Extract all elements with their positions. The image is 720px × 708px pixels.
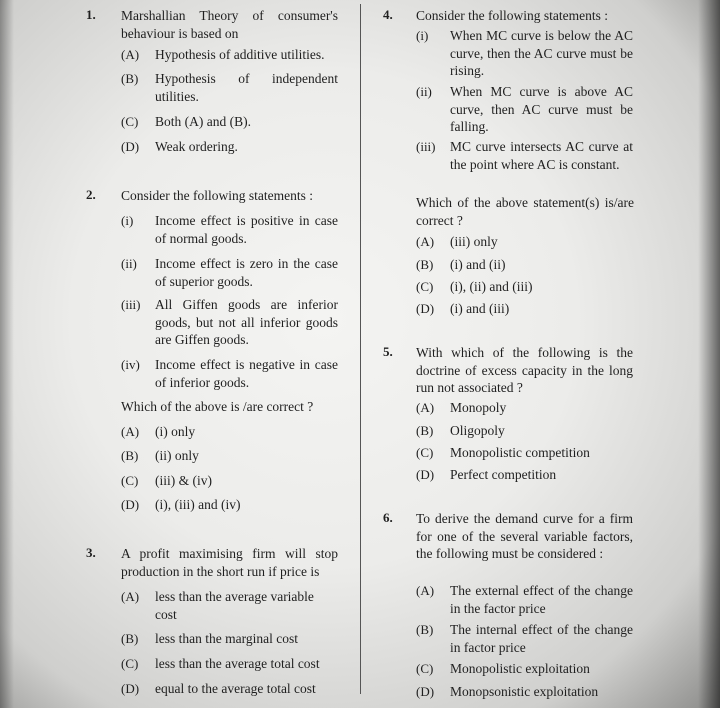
page-shadow-left — [0, 0, 14, 708]
statement-text: All Giffen goods are inferior goods, but not all inferior goods are Giffen goods. — [155, 297, 338, 347]
statement-text: Income effect is positive in case of normal goods. — [155, 213, 338, 246]
option-label: (B) — [416, 622, 434, 637]
option-label: (A) — [121, 589, 140, 604]
question-prompt: Which of the above is /are correct ? — [121, 399, 314, 414]
statement-label: (ii) — [416, 84, 432, 99]
question-stem: To derive the demand curve for a firm for one of the several variable factors, the following must be considered : — [416, 511, 633, 561]
option-label: (D) — [416, 467, 435, 482]
question-stem: Marshallian Theory of consumer's behaviour is based on — [121, 8, 338, 41]
statement-label: (iii) — [416, 139, 436, 154]
statement-text: Income effect is zero in the case of superior goods. — [155, 256, 338, 289]
statement-label: (i) — [416, 28, 429, 43]
option-text: The internal effect of the change in factor price — [450, 622, 633, 655]
question-number: 1. — [86, 7, 96, 22]
question-stem: A profit maximising firm will stop production in the short run if price is — [121, 546, 338, 579]
option-text: equal to the average total cost — [155, 681, 316, 696]
option-text: (ii) only — [155, 448, 199, 463]
option-label: (D) — [121, 681, 140, 696]
option-text: Both (A) and (B). — [155, 114, 251, 129]
option-text: less than the average variable cost — [155, 589, 314, 622]
question-stem: Consider the following statements : — [121, 188, 313, 203]
option-text: less than the average total cost — [155, 656, 320, 671]
statement-text: MC curve intersects AC curve at the point where AC is constant. — [450, 139, 633, 172]
statement-label: (iv) — [121, 357, 140, 372]
option-text: Oligopoly — [450, 423, 505, 438]
option-text: Monopolistic exploitation — [450, 661, 590, 676]
option-text: The external effect of the change in the factor price — [450, 583, 633, 616]
option-label: (A) — [121, 47, 140, 62]
option-text: (iii) only — [450, 234, 498, 249]
statement-label: (ii) — [121, 256, 137, 271]
question-number: 5. — [383, 344, 393, 359]
option-label: (B) — [121, 448, 139, 463]
question-number: 2. — [86, 187, 96, 202]
column-divider — [360, 4, 361, 694]
option-label: (A) — [121, 424, 140, 439]
option-label: (C) — [416, 661, 434, 676]
option-text: Monopolistic competition — [450, 445, 590, 460]
option-label: (C) — [416, 279, 434, 294]
question-number: 6. — [383, 510, 393, 525]
option-text: (i) and (iii) — [450, 301, 510, 316]
question-number: 4. — [383, 7, 393, 22]
option-label: (A) — [416, 400, 435, 415]
option-text: Weak ordering. — [155, 139, 238, 154]
option-label: (B) — [121, 631, 139, 646]
option-label: (A) — [416, 234, 435, 249]
question-prompt: Which of the above statement(s) is/are correct ? — [416, 195, 634, 228]
option-text: (i) and (ii) — [450, 257, 506, 272]
option-label: (C) — [121, 473, 139, 488]
statement-label: (i) — [121, 213, 134, 228]
option-label: (C) — [121, 114, 139, 129]
option-text: Monopsonistic exploitation — [450, 684, 599, 699]
option-label: (B) — [416, 257, 434, 272]
question-stem: With which of the following is the doctrine of excess capacity in the long run not associated ? — [416, 345, 633, 395]
option-label: (C) — [121, 656, 139, 671]
option-text: Hypothesis of additive utilities. — [155, 47, 325, 62]
option-label: (A) — [416, 583, 435, 598]
option-label: (D) — [416, 684, 435, 699]
option-label: (D) — [416, 301, 435, 316]
option-text: Perfect competition — [450, 467, 557, 482]
option-label: (D) — [121, 139, 140, 154]
page-shadow-right — [698, 0, 720, 708]
option-text: (i), (ii) and (iii) — [450, 279, 533, 294]
option-text: Monopoly — [450, 400, 507, 415]
option-label: (D) — [121, 497, 140, 512]
option-label: (C) — [416, 445, 434, 460]
option-label: (B) — [121, 71, 139, 86]
question-number: 3. — [86, 545, 96, 560]
statement-label: (iii) — [121, 297, 141, 312]
question-stem: Consider the following statements : — [416, 8, 608, 23]
option-text: (iii) & (iv) — [155, 473, 212, 488]
option-text: Hypothesis of independent utilities. — [155, 71, 338, 104]
statement-text: When MC curve is below the AC curve, then the AC curve must be rising. — [450, 28, 633, 78]
statement-text: Income effect is negative in case of inferior goods. — [155, 357, 338, 390]
option-text: less than the marginal cost — [155, 631, 298, 646]
option-text: (i), (iii) and (iv) — [155, 497, 241, 512]
option-text: (i) only — [155, 424, 196, 439]
option-label: (B) — [416, 423, 434, 438]
statement-text: When MC curve is above AC curve, then AC curve must be falling. — [450, 84, 633, 134]
